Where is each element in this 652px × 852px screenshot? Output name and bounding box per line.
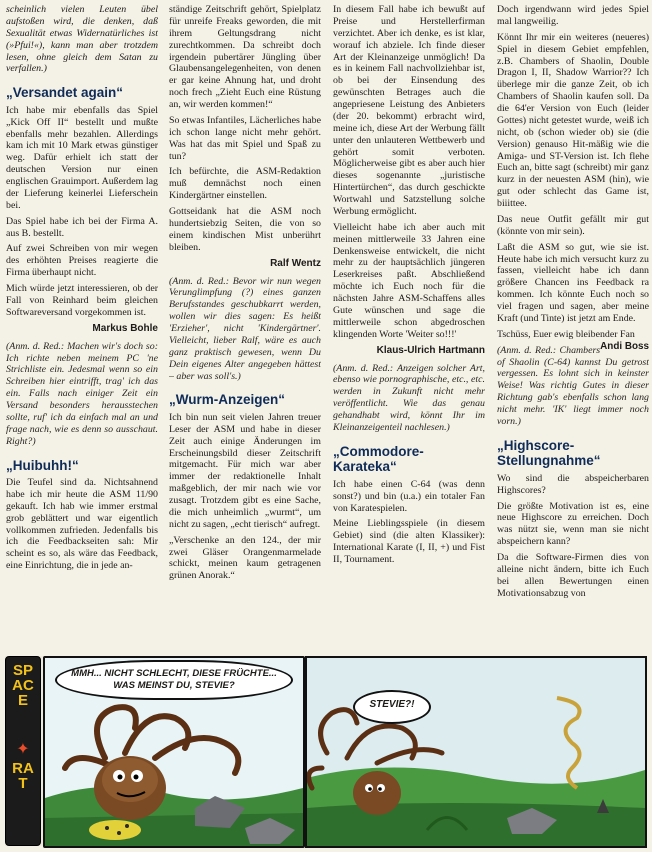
letter-paragraph: Doch irgendwann wird jedes Spiel mal langweilig. (497, 4, 649, 27)
letter-paragraph: So etwas Infantiles, Lächerliches habe ich schon lange nicht mehr gehört. Was hat das mit Spiel und Spaß zu tun? (169, 114, 321, 162)
letter-signature: Klaus-Ulrich Hartmann (376, 344, 485, 356)
letter-headline-versandet: „Versandet again“ (6, 85, 124, 101)
editor-note: (Anm. d. Red.: Bevor wir nun wegen Verunglimpfung (?) eines ganzen Berufsstandes geschubkarrt werden, wollen wir dies sagen: Es heißt 'Erzieher', nicht 'Kindergärtner'. Vielleicht, lieber Ralf, wäre es auch ganz praktisch gewesen, wenn Du Dein eigenes Alter angegeben hättest – aber was soll's.) (169, 275, 321, 382)
letter-paragraph: Meine Lieblingsspiele (in diesem Gebiet) sind (die alten Klassiker): International Karate (I, II, +) und Fist II, Tournament. (333, 518, 485, 566)
letter-headline-huibuhh: „Huibuhh!“ (6, 457, 79, 473)
editor-note: (Anm. d. Red.: Machen wir's doch so: Ich richte neben meinem PC 'ne Strichliste ein. Jedesmal wenn so ein Schreiben hier eintrifft, trag' ich das ein. Falls nach einiger Zeit ein Versand besonders herausstechen sollte, ruf' ich da einfach mal an und frage nach, wie es denn so ausschaut. Right?) (6, 340, 158, 447)
letter-closing (497, 328, 649, 352)
star-icon: ✦ (16, 741, 30, 758)
speech-bubble-1: MMH... NICHT SCHLECHT, DIESE FRÜCHTE... WAS MEINST DU, STEVIE? (55, 660, 293, 700)
logo-word-top: SPACE (12, 662, 34, 709)
editor-note: (Anm. d. Red.: Anzeigen solcher Art, ebenso wie pornographische, etc., etc. werden in Zukunft nicht mehr veröffentlicht. Wie das genau gehandhabt wird, könnt Ihr im Kleinanzeigenteil nachlesen.) (333, 362, 485, 433)
logo-word-bottom: RAT (12, 760, 34, 792)
letter-paragraph: Die größte Motivation ist es, eine neue Highscore zu erreichen. Doch was nützt sie, wenn man sie nicht abspeichern kann? (497, 500, 649, 548)
letter-headline-karateka: „Commodore-Karateka“ (333, 443, 424, 475)
letter-signature: Markus Bohle (92, 322, 158, 334)
letter-paragraph: Vielleicht habe ich aber auch mit meinen mittlerweile 33 Jahren eine Denkensweise entwickelt, die nicht mehr zu der hauptsächlich jüngeren Leserkreises paßt. Abschließend möchte ich Euch noch für die nächsten Jahre ASM-Schaffens alles Gute wünschen und sage die mittlerweile schon abgedroschen klingenden Worte 'Weiter so!!!' (333, 221, 485, 340)
letter-paragraph: Das Spiel habe ich bei der Firma A. aus B. bestellt. (6, 215, 158, 239)
letter-paragraph: Wo sind die abspeicherbaren Highscores? (497, 472, 649, 496)
letter-headline-wurm: „Wurm-Anzeigen“ (169, 392, 286, 408)
speech-bubble-2: STEVIE?! (353, 690, 431, 724)
editor-note: (Anm. d. Red.: Chambers of Shaolin (C-64) kannst Du getrost vergessen. Es lohnt sich in keinster Weise! Was richtig Gutes in dieser Richtung gab's ebenfalls schon lang nicht mehr. 'IK' liegt immer noch vorn.) (497, 344, 649, 427)
space-rat-logo (5, 656, 41, 846)
letter-paragraph: Auf zwei Schreiben von mir wegen des erhöhten Preises reagierte die Firma überhaupt nicht. (6, 243, 158, 279)
column-4 (497, 4, 649, 636)
letter-paragraph: Gottseidank hat die ASM noch hundertsiebzig Seiten, die von so einem kindischen Mist unberührt bleiben. (169, 206, 321, 253)
column-2 (169, 4, 321, 636)
letter-paragraph: „Verschenke an den 124., der mir zwei Gläser Orangenmarmelade schickt, meinen kaum getragenen grünen Anorak.“ (169, 534, 321, 582)
letter-headline-highscore: „Highscore-Stellungnahme“ (497, 437, 601, 469)
letter-paragraph: Ich bin nun seit vielen Jahren treuer Leser der ASM und habe in dieser Zeit auch einige Änderungen im Erscheinungsbild dieser Zeitschrift mitgemacht. Für mich war aber immer der redaktionelle Inhalt maßgeblich, der mir nach wie vor zusagt. Trotzdem gibt es eine Sache, die mich unheimlich „wurmt“, um nicht zu sagen, „echt tierisch“ aufregt. (169, 411, 321, 530)
letter-paragraph: Die Teufel sind da. Nichtsahnend habe ich mir heute die ASM 11/90 gekauft. Ich hab wie immer erstmal grob geblättert und war eigentlich vollkommen zufrieden. Jedenfalls bis ich die Feedbackseiten sah: Mir scheint es so, als wäre das Feedback, eine Einrichtung, die in jede an- (6, 477, 158, 572)
letter-paragraph: Laßt die ASM so gut, wie sie ist. Heute habe ich mich versucht kurz zu fassen, vielleicht habe ich dann größere Chancen ins Feedback ra kommen. Ich könnte Euch noch so viel fragen und sagen, aber meine Kraft (und Tinte) ist jetzt am Ende. (497, 241, 649, 324)
comic-strip (5, 656, 645, 846)
letter-signature: Ralf Wentz (270, 257, 321, 269)
letter-paragraph: Könnt Ihr mir ein weiteres (neueres) Spiel in diesem Gebiet empfehlen, z.B. Chambers of Shaolin, Double Dragon I, II, Shadow Warrior?? Ich überlege mir die ganze Zeit, ob ich Chambers of Shaolin kaufen soll. Da die 64'er Version von Euch (leider Gottes) nicht getestet wurde, weiß ich nicht, ob (schon wieder ob) sie (die Version) genauso Hit-mäßig wie die Amiga- und ST-Version ist. Ich flehe Euch an, bitte sagt (schreibt) mir ganz kurz in der neuesten ASM (hin), wie gut oder schlecht das Game ist, biiittee. (497, 31, 649, 209)
column-1 (6, 4, 158, 636)
letter-paragraph: Ich habe mir ebenfalls das Spiel „Kick Off II“ bestellt und mußte ebenfalls mehr bezahlen. Allerdings kam ich mit 10 Mark etwas günstiger weg. Dafür erhielt ich statt der deutschen Version nur einen englischen Grauimport. Außerdem lag der Lieferung keinerlei Lieferschein bei. (6, 104, 158, 211)
column-3 (333, 4, 485, 636)
letter-paragraph: Da die Software-Firmen dies von alleine nicht ändern, bitte ich Euch bei allen Bewertungen einen Motivationsabzug von (497, 552, 649, 599)
letter-paragraph: ständige Zeitschrift gehört, Spielplatz für unreife Freaks geworden, die mit ihrem Geltungsdrang nicht zurechtkommen. Da schreibt doch irgendein pubertärer Jüngling über Glaubensangelegenheiten, von denen er gar keine Ahnung hat, und droht noch frech „Zieht Euch eine Rüstung an, wir werden kommen!“ (169, 4, 321, 110)
comic-panel-2 (305, 656, 647, 848)
letter-paragraph: In diesem Fall habe ich bewußt auf Preise und Herstellerfirman verzichtet. Aber ich denke, es ist klar, worauf ich abziele. Ich finde dieser Art der Kleinanzeige unmöglich! Da es in keinem Fall nachvollziehbar ist, ob bei der Einsendung des gewünschten Betrages auch die angepriesene Leistung des Anbieters (der 20. bekommt) erbracht wird, meine ich, diese Art der Werbung fällt unter den unlauteren Wettbewerb und gehört somit verboten. Möglicherweise gibt es aber auch hier dieses sogenannte „juristische Hintertürchen“, das durch geschickte Wortwahl und Satzstellung solche Werbung ermöglicht. (333, 4, 485, 217)
letter-signature: Andi Boss (600, 340, 649, 352)
letter-paragraph: Das neue Outfit gefällt mir gut (könnte von mir sein). (497, 213, 649, 237)
letter-paragraph: Ich habe einen C-64 (was denn sonst?) und bin (u.a.) ein totaler Fan von Karatespielen. (333, 478, 485, 514)
letter-paragraph: Ich befürchte, die ASM-Redaktion muß demnächst noch einen Kindergärtner einstellen. (169, 166, 321, 202)
panel-2-artwork (307, 658, 645, 846)
letter-paragraph: Mich würde jetzt interessieren, ob der Fall von Reinhard beim gleichen Softwareversand vorgekommen ist. (6, 283, 158, 318)
letter-tail-text: scheinlich vielen Leuten übel aufstoßen wird, die denken, daß Sexualität etwas Widernatürliches ist (»Pfui!«), kann man aber trotzdem lesen, ohne gleich dem Satan zu verfallen.) (6, 4, 158, 75)
letter-closing-text: Tschüss, Euer ewig bleibender Fan (497, 328, 635, 340)
